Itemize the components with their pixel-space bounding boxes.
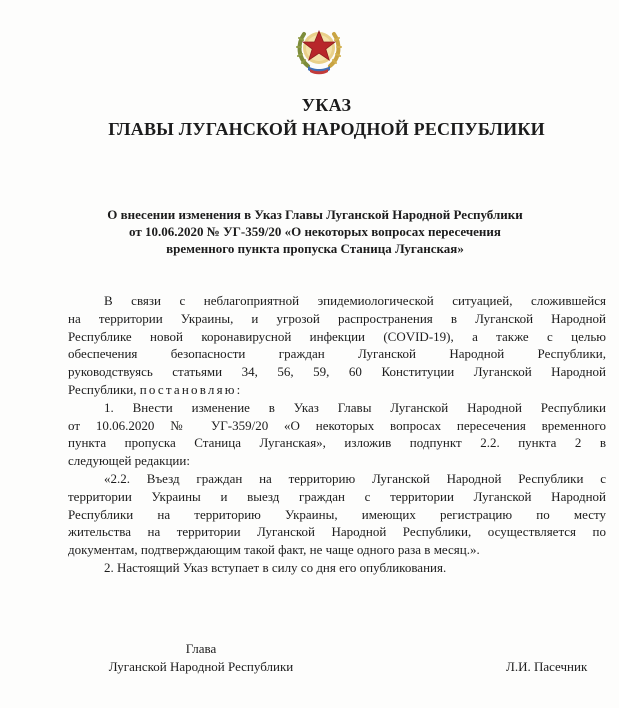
signatory-position: Глава bbox=[185, 641, 217, 656]
decree-body bbox=[68, 292, 606, 577]
quote-line: жительства на территории Луганской Народной Республики, осуществляется по bbox=[68, 524, 606, 540]
subject-line: от 10.06.2020 № УГ-359/20 «О некоторых вопросах пересечения bbox=[129, 224, 501, 239]
preamble-end: Республики, bbox=[68, 381, 137, 397]
quote-line: Республики на территорию Украины, имеющих регистрацию по месту bbox=[68, 506, 606, 522]
subject-line: О внесении изменения в Указ Главы Луганской Народной Республики bbox=[107, 207, 523, 222]
preamble-line: Республике новой коронавирусной инфекции (COVID-19), а также с целью bbox=[68, 328, 606, 344]
point1-line: от 10.06.2020 № УГ-359/20 «О некоторых вопросах пересечения временного bbox=[68, 417, 606, 433]
quote-line: «2.2. Въезд граждан на территорию Луганской Народной Республики с bbox=[104, 470, 606, 486]
decree-word: постановляю: bbox=[139, 381, 243, 397]
signatory-title bbox=[96, 640, 306, 676]
preamble-line: обеспечения безопасности граждан Луганской Народной Республики, bbox=[68, 346, 606, 362]
point1-line: 1. Внести изменение в Указ Главы Луганской Народной Республики bbox=[104, 399, 606, 415]
signatory-republic: Луганской Народной Республики bbox=[108, 659, 294, 674]
preamble-line: В связи с неблагоприятной эпидемиологической ситуацией, сложившейся bbox=[104, 293, 606, 308]
point1-line: следующей редакции: bbox=[68, 453, 190, 469]
quote-line: территории Украины и выезд граждан с территории Луганской Народной bbox=[68, 488, 606, 504]
subject-line: временного пункта пропуска Станица Луганская» bbox=[166, 241, 464, 256]
preamble-line: руководствуясь статьями 34, 56, 59, 60 Конституции Луганской Народной bbox=[68, 364, 606, 380]
preamble-line-last bbox=[68, 381, 606, 399]
quote-line: документам, подтверждающим такой факт, не чаще одного раза в месяц.». bbox=[68, 542, 480, 558]
point2-line: 2. Настоящий Указ вступает в силу со дня его опубликования. bbox=[104, 559, 447, 575]
title-decree-word: УКАЗ bbox=[301, 95, 352, 115]
signatory-name: Л.И. Пасечник bbox=[506, 659, 588, 674]
decree-subject bbox=[60, 206, 570, 257]
title-head-of-republic: ГЛАВЫ ЛУГАНСКОЙ НАРОДНОЙ РЕСПУБЛИКИ bbox=[108, 119, 545, 139]
point1-line: пункта пропуска Станица Луганская», изложив подпункт 2.2. пункта 2 в bbox=[68, 435, 606, 451]
decree-title bbox=[0, 94, 619, 140]
lpr-coat-of-arms-icon bbox=[294, 20, 344, 76]
preamble-line: на территории Украины, и угрозой распространения в Луганской Народной bbox=[68, 310, 606, 326]
